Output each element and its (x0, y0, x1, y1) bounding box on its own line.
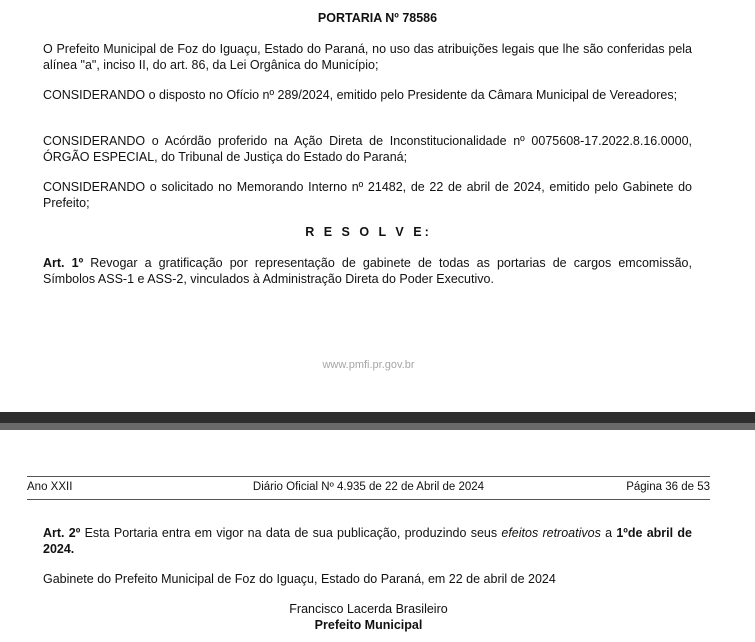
article-2-text: Esta Portaria entra em vigor na data de sua publicação, produzindo seus (80, 526, 502, 540)
article-2 (43, 525, 692, 557)
document-title: PORTARIA Nº 78586 (317, 11, 438, 25)
page-number-label: Página 36 de 53 (626, 481, 710, 493)
article-2-italic: efeitos retroativos (501, 526, 601, 540)
year-label: Ano XXII (27, 481, 73, 493)
considerando-3: CONSIDERANDO o solicitado no Memorando Interno nº 21482, de 22 de abril de 2024, emitido pelo Gabinete do Prefeito; (43, 180, 692, 210)
article-2-date: 1ºde abril de 2024. (43, 526, 692, 556)
article-1 (43, 255, 692, 287)
article-1-text: Revogar a gratificação por representação de gabinete de todas as portarias de cargos emcomissão, Símbolos ASS-1 e ASS-2, vinculados à Administração Direta do Poder Executivo. (43, 256, 692, 286)
resolve-heading: R E S O L V E: (305, 225, 432, 239)
signatory-role: Prefeito Municipal (314, 618, 423, 632)
page-header-bar (27, 476, 710, 500)
page-separator (0, 412, 755, 430)
issue-label: Diário Oficial Nº 4.935 de 22 de Abril de 2024 (252, 481, 485, 493)
article-2-label: Art. 2º (43, 526, 81, 540)
article-2-text-after: a (600, 526, 617, 540)
preamble-paragraph: O Prefeito Municipal de Foz do Iguaçu, Estado do Paraná, no uso das atribuições legais que lhe são conferidas pela alínea "a", inciso II, do art. 86, da Lei Orgânica do Município; (43, 42, 692, 72)
article-1-label: Art. 1º (43, 256, 84, 270)
closing-paragraph: Gabinete do Prefeito Municipal de Foz do Iguaçu, Estado do Paraná, em 22 de abril de 2024 (43, 572, 556, 586)
signatory-name: Francisco Lacerda Brasileiro (289, 602, 448, 616)
website-watermark: www.pmfi.pr.gov.br (322, 359, 415, 371)
considerando-2: CONSIDERANDO o Acórdão proferido na Ação Direta de Inconstitucionalidade nº 0075608-17.2022.8.16.0000, ÓRGÃO ESPECIAL, do Tribunal de Justiça do Estado do Paraná; (43, 134, 692, 164)
considerando-1: CONSIDERANDO o disposto no Ofício nº 289/2024, emitido pelo Presidente da Câmara Municipal de Vereadores; (43, 88, 678, 102)
